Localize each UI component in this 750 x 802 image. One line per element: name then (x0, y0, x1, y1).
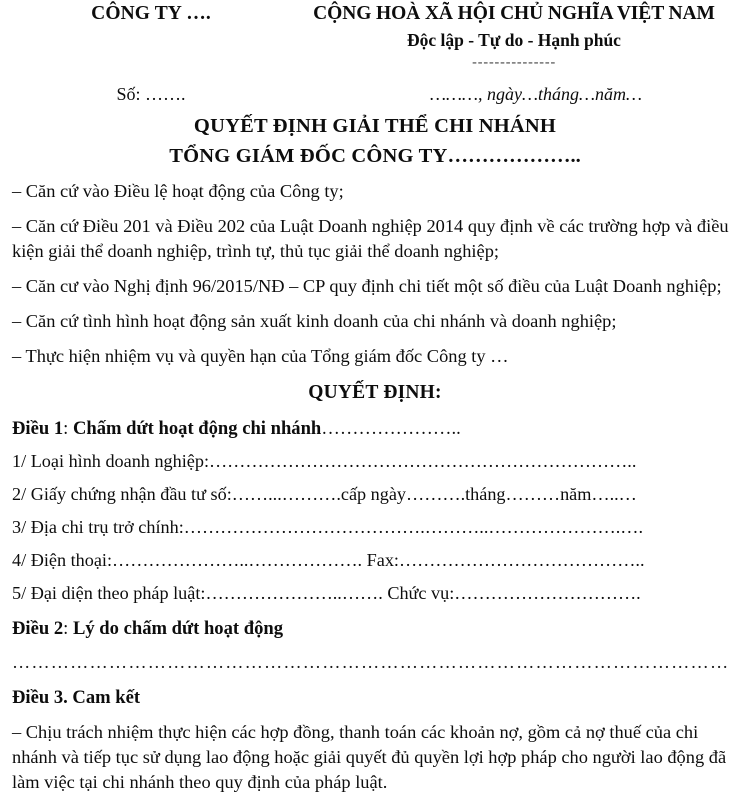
article-2-blank-line: ………………………………………………………………………………………………… (12, 652, 730, 672)
article-1-heading (12, 416, 738, 441)
article-1-text: Chấm dứt hoạt động chi nhánh (68, 418, 322, 439)
decision-keyword: QUYẾT ĐỊNH: (308, 382, 442, 403)
basis-paragraph: – Căn cứ Điều 201 và Điều 202 của Luật Doanh nghiệp 2014 quy định về các trường hợp và điều kiện giải thể doanh nghiệp, trình tự, thủ tục giải thể doanh nghiệp; (12, 216, 729, 261)
article-1-dots: ………………….. (321, 418, 461, 439)
article-3-heading (12, 685, 738, 710)
article-2-label: Điều 2 (12, 618, 64, 639)
basis-paragraph: – Căn cư vào Nghị định 96/2015/NĐ – CP quy định chi tiết một số điều của Luật Doanh nghiệp; (12, 276, 722, 296)
document-header (12, 2, 738, 72)
header-right-column (290, 2, 738, 72)
article-1-item: 4/ Điện thoại:…………………..………………. Fax:………………………………….. (12, 550, 645, 570)
national-motto: Độc lập - Tự do - Hạnh phúc (407, 30, 621, 50)
article-1-item: 2/ Giấy chứng nhận đầu tư số:……...……….cấp ngày……….tháng………năm…..… (12, 484, 637, 504)
subtitle-dots: ……………….. (447, 145, 581, 167)
article-1-item: 1/ Loại hình doanh nghiệp:…………………………………………………………….. (12, 451, 637, 471)
document-date: ………, ngày…tháng…năm… (429, 84, 643, 104)
basis-paragraph: – Căn cứ tình hình hoạt động sản xuất kinh doanh của chi nhánh và doanh nghiệp; (12, 311, 617, 331)
company-name: CÔNG TY …. (91, 3, 211, 24)
article-3-label: Điều 3. (12, 687, 68, 708)
article-1-label: Điều 1 (12, 418, 64, 439)
basis-paragraph: – Thực hiện nhiệm vụ và quyền hạn của Tổng giám đốc Công ty … (12, 346, 509, 366)
document-title: QUYẾT ĐỊNH GIẢI THỂ CHI NHÁNH (193, 115, 557, 137)
header-left-column (12, 2, 290, 26)
document-page (0, 2, 750, 802)
motto-divider: --------------- (472, 54, 556, 71)
number-date-row (12, 82, 738, 106)
article-1-item: 3/ Địa chi trụ trở chính:………………………………….………..………………….…. (12, 517, 643, 537)
article-3-text: Cam kết (67, 687, 141, 708)
national-title: CỘNG HOÀ XÃ HỘI CHỦ NGHĨA VIỆT NAM (313, 3, 715, 24)
article-2-heading (12, 616, 738, 641)
document-number: Số: ……. (116, 84, 186, 104)
article-1-separator: : (63, 418, 69, 439)
article-3-paragraph: – Chịu trách nhiệm thực hiện các hợp đồng, thanh toán các khoản nợ, gồm cả nợ thuế của chi nhánh và tiếp tục sử dụng lao động hoặc giải quyết đủ quyền lợi hợp pháp cho người lao động đã làm việc tại chi nhánh theo quy định của pháp luật. (12, 722, 727, 792)
article-2-text: Lý do chấm dứt hoạt động (68, 618, 284, 639)
basis-paragraph: – Căn cứ vào Điều lệ hoạt động của Công ty; (12, 181, 344, 201)
article-1-item: 5/ Đại diện theo pháp luật:…………………..……. Chức vụ:…………………………. (12, 583, 641, 603)
subtitle-text: TỔNG GIÁM ĐỐC CÔNG TY (169, 145, 448, 167)
document-subtitle (12, 143, 738, 169)
article-2-separator: : (63, 618, 69, 639)
